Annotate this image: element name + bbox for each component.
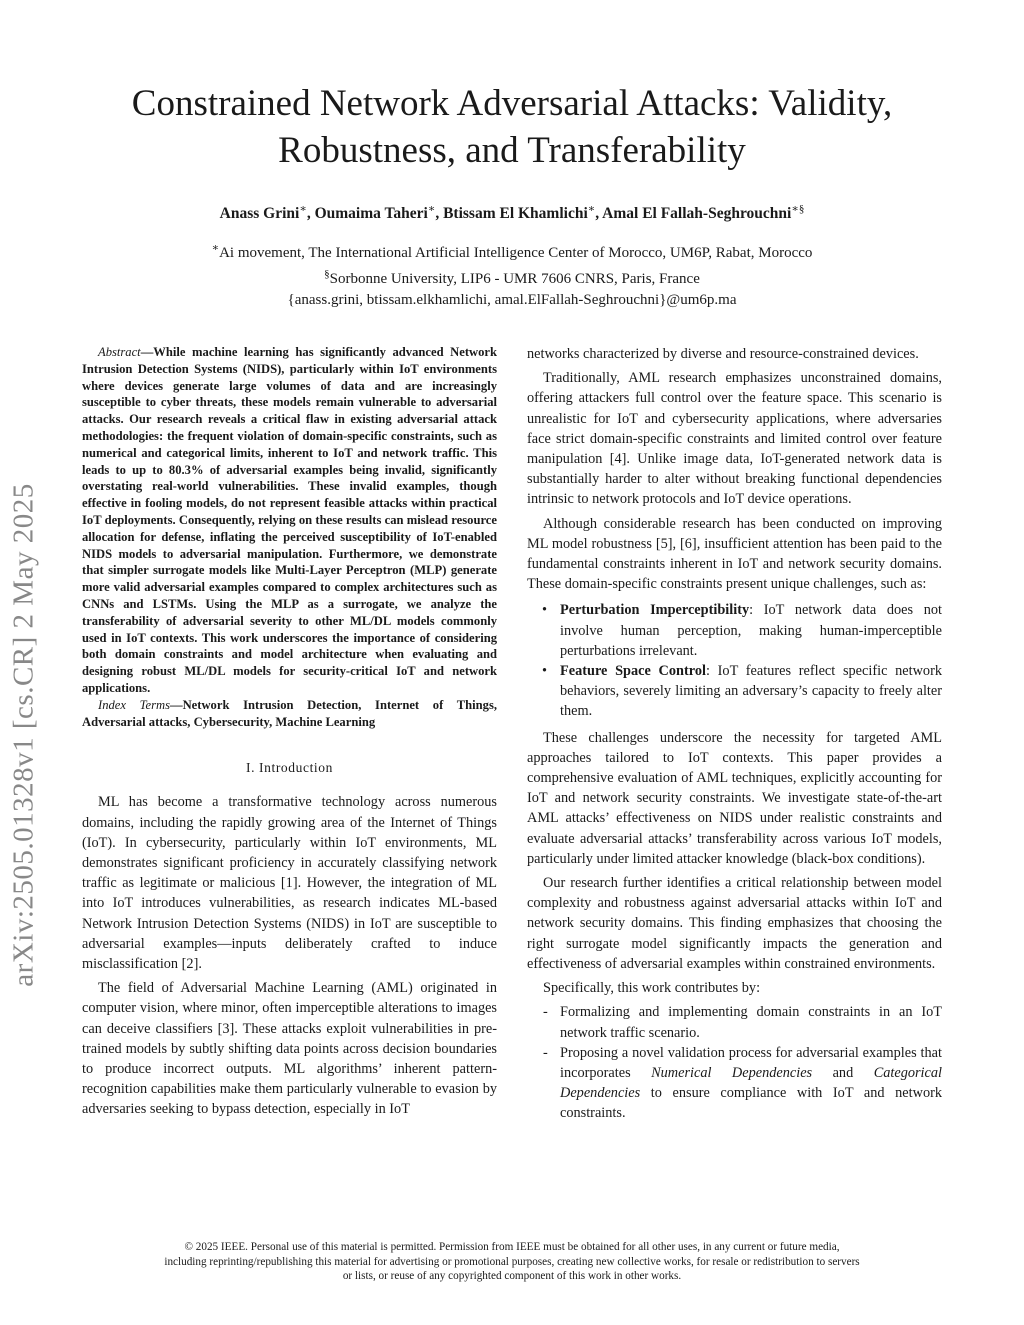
- author-emails: {anass.grini, btissam.elkhamlichi, amal.ElFallah-Seghrouchni}@um6p.ma: [287, 292, 737, 308]
- list-item-text: : IoT network data does not involve human perception, making human-imperceptible perturbations irrelevant.: [560, 602, 942, 659]
- constraint-list: [527, 600, 942, 721]
- title-line-1: Constrained Network Adversarial Attacks: Validity,: [131, 83, 893, 124]
- dash-icon: -: [543, 1004, 548, 1021]
- list-item-term: Perturbation Imperceptibility: [560, 602, 750, 619]
- author-list: Anass Grini∗, Oumaima Taheri∗, Btissam El Khamlichi∗, Amal El Fallah-Seghrouchni∗§: [219, 203, 805, 223]
- list-item: [527, 661, 942, 722]
- list-item-text: Formalizing and implementing domain constraints in an IoT network traffic scenario.: [560, 1004, 942, 1041]
- contribution-list: [527, 1002, 942, 1123]
- arxiv-id: arXiv:2505.01328v1 [cs.CR] 2 May 2025: [7, 483, 40, 987]
- author: Anass Grini: [219, 205, 300, 223]
- abstract-text: —While machine learning has significantly advanced Network Intrusion Detection Systems (NIDS), particularly within IoT environments where devices generate large volumes of data and are increasingly susceptible to cyber threats, these models remain vulnerable to adversarial attacks. Our research reveals a critical flaw in existing adversarial attack methodologies: the frequent violation of domain-specific constraints, such as numerical and categorical limits, inherent to IoT and network traffic. This leads to up to 80.3% of adversarial examples being invalid, significantly overstating real-world vulnerabilities. These invalid examples, though effective in fooling models, do not represent feasible attacks within practical IoT deployments. Consequently, relying on these results can mislead resource allocation for defense, inflating the perceived susceptibility of IoT-enabled NIDS models to adversarial manipulation. Furthermore, we demonstrate that simpler surrogate models like Multi-Layer Perceptron (MLP) generate more valid adversarial examples compared to complex architectures such as CNNs and LSTMs. Using the MLP as a surrogate, we analyze the transferability of adversarial severity to other ML/DL models commonly used in IoT contexts. This work underscores the importance of considering both domain constraints and model architecture when evaluating and designing robust ML/DL models for security-critical IoT and network applications.: [82, 345, 497, 695]
- paragraph: networks characterized by diverse and resource-constrained devices.: [527, 346, 919, 362]
- paragraph: Traditionally, AML research emphasizes unconstrained domains, offering attackers full control over the feature space. This scenario is unrealistic for IoT and cybersecurity applications, where adversaries face strict domain-specific constraints and limited control over feature manipulation [4]. Unlike image data, IoT-generated network data is substantially harder to alter without breaking functional dependencies intrinsic to network protocols and IoT device operations.: [527, 370, 942, 508]
- list-item-text: to ensure compliance with IoT and network constraints.: [560, 1085, 942, 1122]
- left-column: [82, 344, 497, 1124]
- abstract-label: Abstract: [98, 345, 141, 359]
- affiliation-mark: §: [324, 268, 330, 280]
- paragraph: Specifically, this work contributes by:: [543, 980, 761, 997]
- copyright-line: including reprinting/republishing this material for advertising or promotional purposes, creating new collective works, for resale or redistribution to servers: [164, 1255, 860, 1268]
- copyright-line: © 2025 IEEE. Personal use of this material is permitted. Permission from IEEE must be obtained for all other uses, in any current or future media,: [184, 1241, 840, 1253]
- author-mark: ∗: [587, 203, 596, 215]
- author-mark: ∗: [427, 203, 436, 215]
- author: Btissam El Khamlichi: [443, 205, 588, 223]
- affiliation-text: Ai movement, The International Artificial Intelligence Center of Morocco, UM6P, Rabat, Morocco: [219, 245, 813, 261]
- list-item-emphasis: Numerical Dependencies: [651, 1064, 813, 1081]
- list-item: [527, 1002, 942, 1042]
- paper-title: [80, 80, 944, 174]
- affiliation-text: Sorbonne University, LIP6 - UMR 7606 CNRS, Paris, France: [329, 271, 700, 287]
- affiliation-2: [60, 264, 964, 290]
- right-column: [527, 344, 942, 1124]
- affiliation-mark: ∗: [211, 242, 220, 254]
- section-heading: I. Introduction: [246, 760, 333, 776]
- author: Amal El Fallah-Seghrouchni: [602, 205, 792, 223]
- paragraph: Although considerable research has been conducted on improving ML model robustness [5], [6], insufficient attention has been paid to the fundamental constraints inherent in IoT and network security domains. These domain-specific constraints present unique challenges, such as:: [527, 515, 942, 593]
- affiliation-1: [60, 238, 964, 264]
- affiliations: [60, 238, 964, 311]
- list-item-text: : IoT features reflect specific network behaviors, severely limiting an adversary’s capacity to freely alter them.: [560, 663, 942, 720]
- list-item-text: Proposing a novel validation process for adversarial examples that incorporates: [560, 1044, 942, 1081]
- index-terms-text: —Network Intrusion Detection, Internet of Things, Adversarial attacks, Cybersecurity, Machine Learning: [82, 697, 497, 729]
- list-item: [527, 600, 942, 661]
- author: Oumaima Taheri: [314, 205, 428, 223]
- author-mark: ∗: [299, 203, 307, 215]
- dash-icon: -: [543, 1044, 548, 1061]
- paragraph: The field of Adversarial Machine Learning (AML) originated in computer vision, where minor, often imperceptible alterations to images can deceive classifiers [3]. These attacks exploit vulnerabilities in pre-trained models by subtly shifting data points across decision boundaries to produce incorrect outputs. ML algorithms’ inherent pattern-recognition capabilities make them particularly vulnerable to evasion by adversaries seeking to bypass detection, especially in IoT: [82, 980, 497, 1118]
- paragraph: Our research further identifies a critical relationship between model complexity and robustness against adversarial attacks within IoT and network security domains. This finding emphasizes that choosing the right surrogate model significantly impacts the generation and effectiveness of adversarial examples within constrained environments.: [527, 875, 942, 972]
- author-mark: ∗§: [791, 203, 805, 215]
- copyright-line: or lists, or reuse of any copyrighted component of this work in other works.: [342, 1270, 682, 1282]
- list-item: [527, 1043, 942, 1124]
- abstract: [82, 344, 497, 697]
- bullet-icon: •: [542, 602, 548, 619]
- list-item-text: and: [812, 1064, 874, 1081]
- bullet-icon: •: [542, 663, 548, 680]
- list-item-term: Feature Space Control: [560, 663, 706, 680]
- paragraph: ML has become a transformative technology across numerous domains, including the rapidly growing area of the Internet of Things (IoT). In cybersecurity, particularly within IoT environments, ML demonstrates significant proficiency in accurately classifying network traffic as legitimate or malicious [1]. However, the integration of ML into IoT introduces vulnerabilities, as research indicates ML-based Network Intrusion Detection Systems (NIDS) in IoT are susceptible to adversarial examples—inputs deliberately crafted to induce misclassification [2].: [82, 794, 497, 972]
- copyright-notice: [70, 1240, 954, 1284]
- title-line-2: Robustness, and Transferability: [278, 130, 746, 171]
- list-item-emphasis: Categorical Dependencies: [560, 1064, 942, 1102]
- index-terms-label: Index Terms: [98, 697, 170, 712]
- paragraph: These challenges underscore the necessity for targeted AML approaches tailored to IoT contexts. This paper provides a comprehensive evaluation of AML techniques, explicitly accounting for IoT and network security constraints. We investigate state-of-the-art AML attacks’ effectiveness on NIDS under realistic constraints and evaluate adversarial attacks’ transferability across various IoT models, particularly under limited attacker knowledge (black-box conditions).: [527, 729, 942, 867]
- index-terms: [82, 697, 497, 731]
